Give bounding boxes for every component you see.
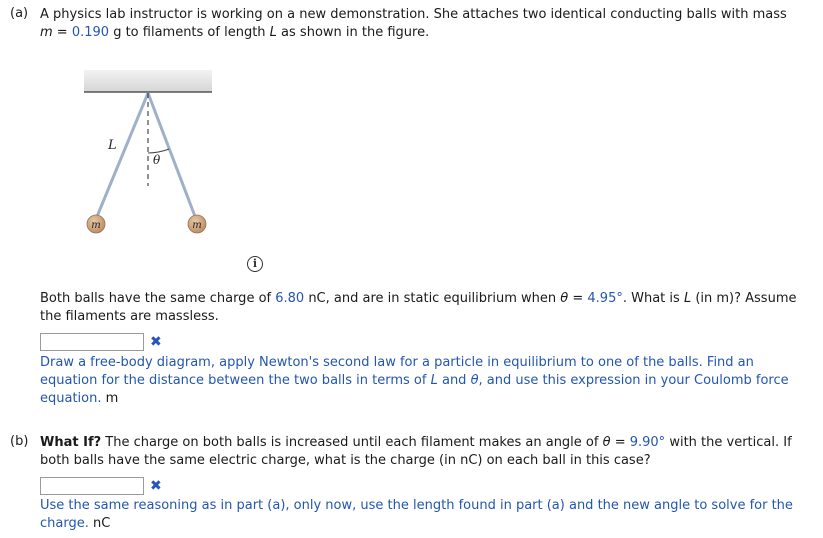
angle-value: 4.95° bbox=[587, 291, 623, 306]
var-L-question: L bbox=[683, 291, 692, 306]
label-theta: θ bbox=[153, 153, 161, 167]
hint-b-line-1: Use the same reasoning as in part (a), only now, use the length found in part (a) and the new angle to solve for the bbox=[40, 498, 793, 513]
b-text-3: with the vertical. If bbox=[665, 435, 792, 450]
hint-b-end: charge. bbox=[40, 516, 89, 531]
q-text-1: Both balls have the same charge of bbox=[40, 291, 276, 306]
part-a-intro bbox=[40, 6, 813, 42]
hint-a-end: equation. bbox=[40, 391, 102, 406]
hint-a-line-3 bbox=[40, 390, 813, 408]
var-theta: θ bbox=[560, 291, 569, 306]
q-text-4: . What is bbox=[622, 291, 684, 306]
q-text-2: nC, and are in static equilibrium when bbox=[304, 291, 561, 306]
part-a-question bbox=[40, 290, 813, 326]
what-if-label: What If? bbox=[40, 435, 102, 450]
hint-b-line-2 bbox=[40, 515, 813, 533]
hint-a-text-b: , and use this expression in your Coulomb force bbox=[478, 373, 789, 388]
answer-input-b[interactable] bbox=[40, 477, 144, 495]
incorrect-icon: ✖ bbox=[150, 334, 162, 350]
unit-b: nC bbox=[93, 516, 111, 531]
part-a-label: (a) bbox=[10, 6, 29, 21]
charge-value: 6.80 bbox=[275, 291, 305, 306]
filament-left bbox=[96, 93, 148, 219]
intro-rest: g to filaments of length bbox=[109, 25, 270, 40]
pendulum-figure bbox=[80, 68, 216, 240]
ball-left-label: m bbox=[91, 220, 101, 231]
var-m: m bbox=[40, 25, 53, 40]
unit-a: m bbox=[105, 391, 119, 406]
hint-var-theta: θ bbox=[470, 373, 479, 388]
hint-a-line-1: Draw a free-body diagram, apply Newton's second law for a particle in equilibrium to one of the balls. Find an bbox=[40, 355, 754, 370]
hint-and: and bbox=[437, 373, 471, 388]
part-b-label: (b) bbox=[10, 434, 29, 449]
ball-right-label: m bbox=[192, 220, 202, 231]
hint-b bbox=[40, 497, 813, 533]
question-line-1 bbox=[40, 290, 813, 308]
intro-line-1: A physics lab instructor is working on a new demonstration. She attaches two identical conducting balls with mass bbox=[40, 7, 787, 22]
intro-end: as shown in the figure. bbox=[276, 25, 430, 40]
part-b-line-1 bbox=[40, 434, 813, 452]
q-eq: = bbox=[568, 291, 588, 306]
var-L: L bbox=[269, 25, 277, 40]
info-icon[interactable]: i bbox=[247, 256, 263, 272]
hint-a-text: equation for the distance between the two balls in terms of bbox=[40, 373, 431, 388]
eq-sign: = bbox=[52, 25, 72, 40]
b-eq: = bbox=[610, 435, 630, 450]
b-var-theta: θ bbox=[602, 435, 611, 450]
hint-a bbox=[40, 354, 813, 408]
hint-var-L: L bbox=[430, 373, 438, 388]
ceiling bbox=[84, 70, 212, 92]
q-text-5: (in m)? Assume bbox=[691, 291, 797, 306]
answer-input-a[interactable] bbox=[40, 333, 144, 351]
incorrect-icon-b: ✖ bbox=[150, 478, 162, 494]
label-L: L bbox=[108, 138, 117, 153]
mass-value: 0.190 bbox=[71, 25, 110, 40]
b-text-1: The charge on both balls is increased until each filament makes an angle of bbox=[101, 435, 603, 450]
b-angle-value: 9.90° bbox=[629, 435, 666, 450]
part-b-question bbox=[40, 434, 813, 470]
question-line-2: the filaments are massless. bbox=[40, 309, 219, 324]
intro-line-2 bbox=[40, 24, 813, 42]
hint-a-line-2 bbox=[40, 372, 813, 390]
part-b-line-2: both balls have the same electric charge, what is the charge (in nC) on each ball in this case? bbox=[40, 453, 651, 468]
